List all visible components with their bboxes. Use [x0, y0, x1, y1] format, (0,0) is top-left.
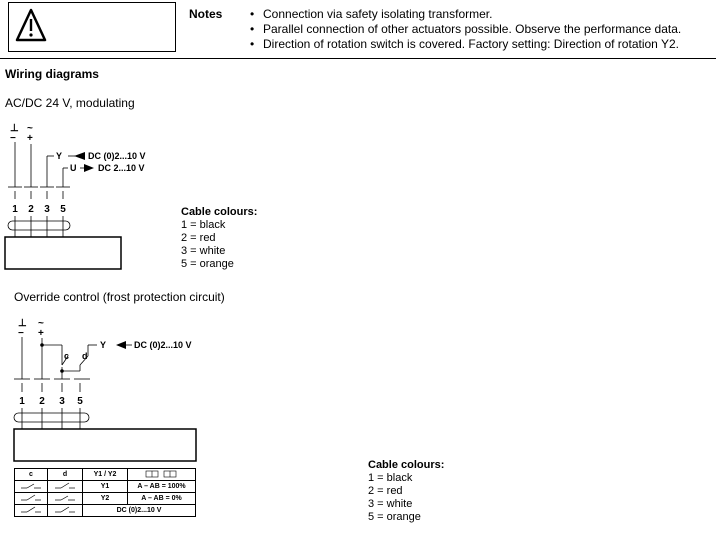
terminal-label: 3 — [59, 396, 65, 407]
plus-symbol: + — [27, 133, 33, 144]
y-signal-label: DC (0)2...10 V — [88, 151, 146, 161]
cable-colour-line: 1 = black — [181, 219, 226, 231]
note-item: • Direction of rotation switch is covered. Factory setting: Direction of rotation Y2. — [250, 37, 681, 52]
diagram2-title: Override control (frost protection circuit) — [14, 290, 225, 304]
cable-colour-line: 2 = red — [368, 485, 403, 497]
u-signal-label: DC 2...10 V — [98, 163, 145, 173]
cable-colour-line: 1 = black — [368, 472, 413, 484]
cable-colours-2 — [368, 459, 444, 524]
ac-symbol: ~ — [27, 123, 33, 134]
terminal-label: 2 — [28, 204, 34, 215]
switch-open-icon — [15, 493, 48, 505]
table-header-cell: c — [15, 469, 48, 481]
y-input-label: Y — [56, 151, 63, 161]
table-row — [15, 481, 196, 493]
cable-colours-heading: Cable colours: — [368, 459, 445, 471]
terminal-label: 1 — [12, 204, 18, 215]
switch-c-label: c — [64, 351, 70, 361]
terminal-label: 5 — [60, 204, 66, 215]
note-item: • Connection via safety isolating transformer. — [250, 7, 681, 22]
table-cell: DC (0)2...10 V — [83, 505, 196, 517]
wiring-diagram-1 — [0, 115, 200, 275]
ac-symbol: ~ — [38, 318, 44, 329]
divider — [0, 58, 716, 59]
table-cell: A – AB = 0% — [128, 493, 196, 505]
notes-list — [250, 7, 681, 52]
actuator-box — [14, 429, 196, 461]
table-header-cell: Y1 / Y2 — [83, 469, 128, 481]
switch-open-icon — [48, 505, 83, 517]
warning-triangle-icon — [9, 3, 177, 53]
table-cell: Y2 — [83, 493, 128, 505]
table-row — [15, 493, 196, 505]
section-title: Wiring diagrams — [5, 67, 99, 81]
cable-colour-line: 2 = red — [181, 232, 216, 244]
table-header-row — [15, 469, 196, 481]
terminal-label: 3 — [44, 204, 50, 215]
switch-open-icon — [48, 481, 83, 493]
table-cell: Y1 — [83, 481, 128, 493]
cable-colours-1 — [181, 206, 257, 271]
switch-closed-icon — [48, 493, 83, 505]
u-output-label: U — [70, 163, 77, 173]
switch-d-label: d — [82, 351, 88, 361]
warning-box — [8, 2, 176, 52]
note-item: • Parallel connection of other actuators possible. Observe the performance data. — [250, 22, 681, 37]
y-signal-label: DC (0)2...10 V — [134, 340, 192, 350]
plus-symbol: + — [38, 328, 44, 339]
diagram1-title: AC/DC 24 V, modulating — [5, 96, 135, 110]
override-table — [14, 468, 196, 517]
switch-open-icon — [15, 505, 48, 517]
terminal-label: 2 — [39, 396, 45, 407]
y-input-label: Y — [100, 340, 107, 350]
table-cell: A – AB = 100% — [128, 481, 196, 493]
cable-colour-line: 3 = white — [368, 498, 413, 510]
cable-colour-line: 3 = white — [181, 245, 226, 257]
actuator-box — [5, 237, 121, 269]
cable-colour-line: 5 = orange — [181, 258, 234, 270]
terminal-label: 5 — [77, 396, 83, 407]
ground-symbol: ⊥ — [10, 123, 19, 134]
table-row — [15, 505, 196, 517]
cable-colour-line: 5 = orange — [368, 511, 421, 523]
rotation-switch-icon — [128, 469, 196, 481]
terminal-label: 1 — [19, 396, 25, 407]
minus-symbol: − — [18, 328, 24, 339]
minus-symbol: − — [10, 133, 16, 144]
table-header-cell: d — [48, 469, 83, 481]
switch-closed-icon — [15, 481, 48, 493]
notes-label: Notes — [189, 7, 223, 21]
cable-colours-heading: Cable colours: — [181, 206, 258, 218]
ground-symbol: ⊥ — [18, 318, 27, 329]
wiring-diagram-2 — [0, 312, 220, 464]
